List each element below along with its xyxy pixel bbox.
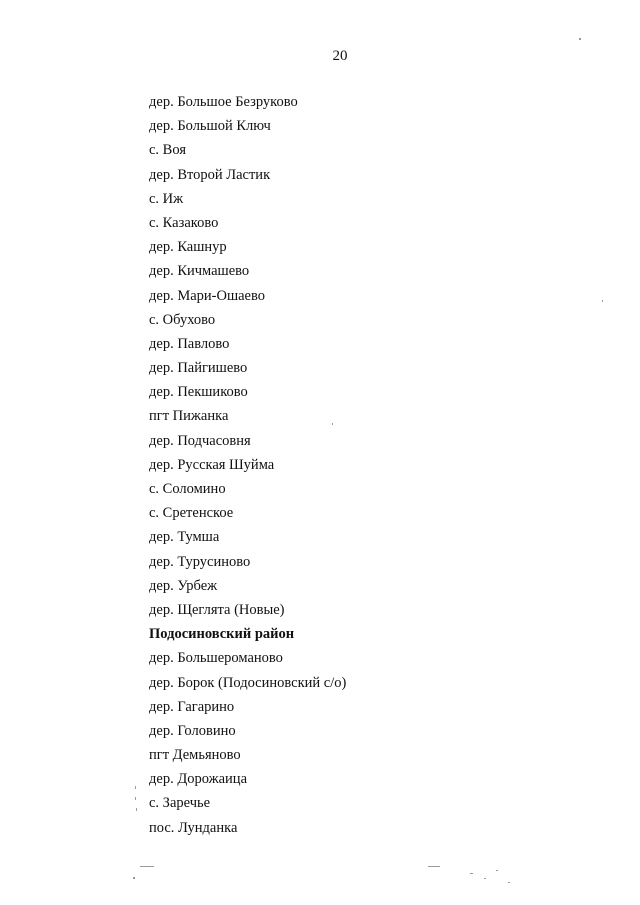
list-item: дер. Большое Безруково xyxy=(149,94,298,110)
list-item: дер. Кичмашево xyxy=(149,263,250,280)
scan-speck xyxy=(508,882,510,883)
list-item: с. Казаково xyxy=(149,214,219,231)
list-item: пос. Лунданка xyxy=(149,819,238,836)
list-item: дер. Русская Шуйма xyxy=(149,456,275,473)
list-item: дер. Щеглята (Новые) xyxy=(149,601,285,618)
list-item: дер. Большероманово xyxy=(149,650,283,667)
scan-speck xyxy=(140,866,154,867)
list-item: с. Соломино xyxy=(149,481,226,497)
list-item: пгт Пижанка xyxy=(149,408,229,425)
list-item: дер. Мари-Ошаево xyxy=(149,287,265,304)
list-item: дер. Подчасовня xyxy=(149,432,251,449)
list-item: дер. Пайгишево xyxy=(149,360,248,377)
list-item: пгт Демьяново xyxy=(149,747,241,764)
list-item: с. Обухово xyxy=(149,311,216,328)
scan-speck xyxy=(133,877,135,879)
district-heading: Подосиновский район xyxy=(149,626,295,643)
list-item: дер. Второй Ластик xyxy=(149,166,271,183)
list-item: с. Иж xyxy=(149,190,184,207)
list-item: дер. Борок (Подосиновский с/о) xyxy=(149,674,347,691)
list-item: с. Сретенское xyxy=(149,505,234,522)
list-item: дер. Павлово xyxy=(149,335,230,352)
scan-speck xyxy=(135,797,136,800)
scan-speck xyxy=(602,300,603,302)
list-item: дер. Гагарино xyxy=(149,698,235,715)
list-item: с. Заречье xyxy=(149,795,211,812)
page-number: 20 xyxy=(332,48,348,64)
scan-speck xyxy=(579,38,581,40)
list-item: дер. Тумша xyxy=(149,529,220,546)
list-item: дер. Головино xyxy=(149,722,236,739)
scan-speck xyxy=(136,808,137,811)
list-item: с. Воя xyxy=(149,142,187,159)
scan-speck xyxy=(428,866,440,867)
scan-speck xyxy=(484,878,486,879)
scan-speck xyxy=(496,870,498,871)
list-item: дер. Турусиново xyxy=(149,553,251,570)
scan-speck xyxy=(135,786,136,789)
list-item: дер. Пекшиково xyxy=(149,384,248,401)
list-item: дер. Дорожаица xyxy=(149,771,248,788)
list-item: дер. Кашнур xyxy=(149,239,227,256)
scan-speck xyxy=(332,423,333,425)
settlement-list xyxy=(149,92,346,842)
list-item: дер. Урбеж xyxy=(149,577,218,594)
scan-speck xyxy=(470,873,473,874)
list-item: дер. Большой Ключ xyxy=(149,118,271,135)
